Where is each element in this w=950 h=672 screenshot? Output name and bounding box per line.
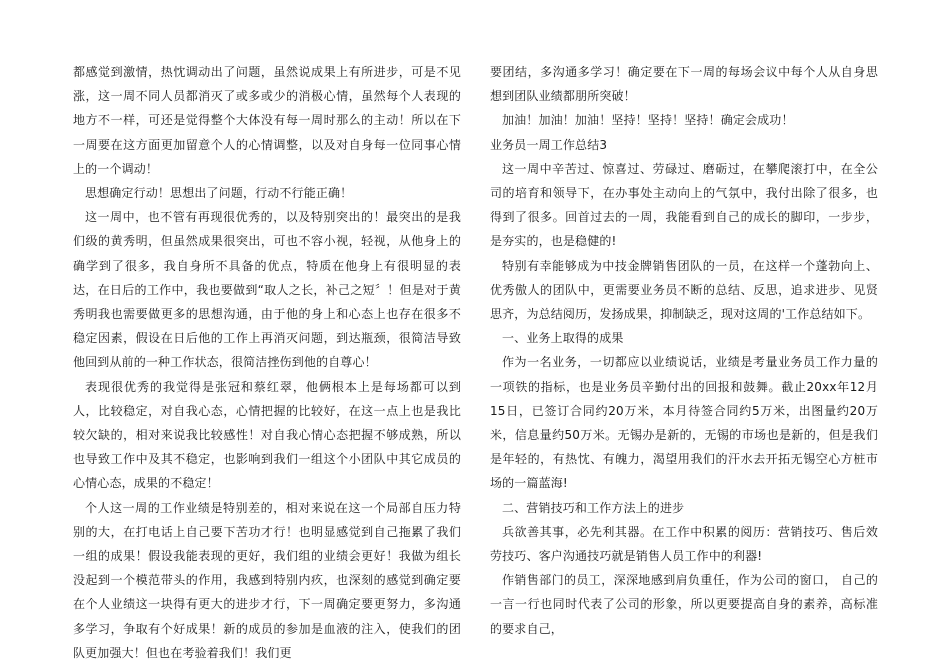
paragraph: 作销售部门的员工，深深地感到肩负重任，作为公司的窗口， 自己的一言一行也同时代表了公司的形象，所以更要提高自身的素养，高标准的要求自己， <box>490 573 878 636</box>
right-column <box>490 60 878 641</box>
paragraph: 作为一名业务，一切都应以业绩说话，业绩是考量业务员工作力量的一项铁的指标，也是业务员辛勤付出的回报和鼓舞。截止20xx年12月15日，已签订合同约20万米，本月待签合同约5万米，出图量约20万米，信息量约50万米。无锡办是新的，无锡的市场也是新的，但是我们是年轻的，有热忱、有魄力，渴望用我们的汗水去开拓无锡空心方桩市场的一篇蓝海! <box>490 355 878 491</box>
paragraph: 都感觉到激情，热忱调动出了问题，虽然说成果上有所进步，可是不见涨，这一周不同人员都消灭了或多或少的消极心情，虽然每个人表现的地方不一样，可还是觉得整个大体没有每一周时那么的主动！所以在下一周要在这方面更加留意个人的心情调整，以及对自身每一位同事心情上的一个调动！ <box>73 65 461 176</box>
paragraph: 个人这一周的工作业绩是特别差的，相对来说在这一个局部自压力特别的大，在打电话上自己要下苦功才行！也明显感觉到自己拖累了我们一组的成果！假设我能表现的更好，我们组的业绩会更好！我做为组长没起到一个模范带头的作用，我感到特别内疚，也深刻的感觉到确定要在个人业绩这一块得有更大的进步才行，下一周确定要更努力，多沟通多学习，争取有个好成果！新的成员的参加是血液的注入，使我们的团队更加强大！但也在考验着我们！我们更 <box>73 500 461 660</box>
left-column <box>73 60 461 665</box>
section-title: 业务员一周工作总结3 <box>490 137 608 152</box>
paragraph: 加油！加油！加油！坚持！坚持！坚持！确定会成功！ <box>502 113 794 128</box>
paragraph: 特别有幸能够成为中技金牌销售团队的一员，在这样一个蓬勃向上、优秀傲人的团队中，更需要业务员不断的总结、反思，追求进步、见贤思齐，为总结阅历，发扬成果，抑制缺乏，现对这周的'工作总结如下。 <box>490 258 878 322</box>
paragraph: 这一周中，也不管有再现很优秀的，以及特别突出的！最突出的是我们级的黄秀明，但虽然成果很突出，可也不容小视，轻视，从他身上的确学到了很多，我自身所不具备的优点，特质在他身上有很明显的表达，在日后的工作中，我也要做到“取人之长，补己之短〞！但是对于黄秀明我也需要做更多的思想沟通，由于他的身上和心态上也存在很多不稳定因素，假设在日后他的工作上再消灭问题，到达瓶颈，很简洁导致他回到从前的一种工作状态，很简洁挫伤到他的自尊心！ <box>73 210 461 370</box>
paragraph: 兵欲善其事，必先利其器。在工作中积累的阅历：营销技巧、售后效劳技巧、客户沟通技巧就是销售人员工作中的利器! <box>490 524 878 564</box>
paragraph: 思想确定行动！思想出了问题，行动不行能正确！ <box>85 186 353 201</box>
section-heading: 一、业务上取得的成果 <box>502 331 624 346</box>
paragraph: 表现很优秀的我觉得是张冠和蔡红翠，他俩根本上是每场都可以到人，比较稳定，对自我心态，心情把握的比较好，在这一点上也是我比较欠缺的，相对来说我比较感性！对自我心情心态把握不够成熟，所以也导致工作中及其不稳定，也影响到我们一组这个小团队中其它成员的心情心态，成果的不稳定！ <box>73 379 461 491</box>
paragraph: 要团结，多沟通多学习！确定要在下一周的每场会议中每个人从自身思想到团队业绩都朋所突破！ <box>490 65 878 104</box>
paragraph: 这一周中辛苦过、惊喜过、劳碌过、磨砺过，在攀爬滚打中，在全公司的培育和领导下，在办事处主动向上的气氛中，我付出除了很多，也得到了很多。回首过去的一周，我能看到自己的成长的脚印，一步步，是夯实的，也是稳健的! <box>490 161 878 249</box>
section-heading: 二、营销技巧和工作方法上的进步 <box>502 500 685 515</box>
